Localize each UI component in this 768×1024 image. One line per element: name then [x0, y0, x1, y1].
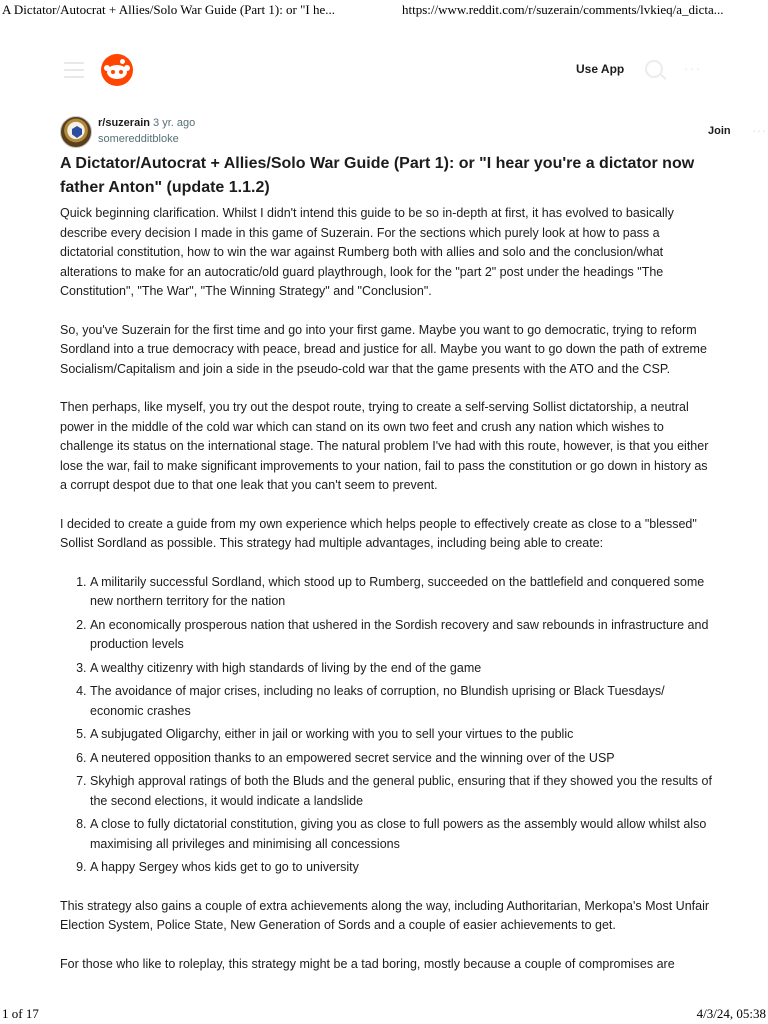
body-paragraph: So, you've Suzerain for the first time and go into your first game. Maybe you want to go democratic, trying to reform Sordland into a true democracy with peace, bread and justice for all. Maybe you want to go down the path of extreme Socialism/Capitalism and join a side in the pseudo-cold war that the game presents with the ATO and the CSP.: [60, 322, 707, 376]
list-item: 1. A militarily successful Sordland, which stood up to Rumberg, succeeded on the battlefield and conquered some new northern territory for the nation: [90, 573, 712, 612]
join-button[interactable]: Join: [708, 125, 731, 137]
list-item: 8. A close to fully dictatorial constitution, giving you as close to full powers as the assembly would allow whilst also maximising all privileges and minimising all concessions: [90, 815, 712, 854]
post-author[interactable]: someredditbloke: [98, 133, 179, 145]
list-item: 5. A subjugated Oligarchy, either in jail or working with you to sell your virtues to the public: [90, 725, 712, 745]
list-item: 6. A neutered opposition thanks to an empowered secret service and the winning over of the USP: [90, 749, 712, 769]
post-meta: [60, 116, 766, 150]
body-paragraph: This strategy also gains a couple of extra achievements along the way, including Authoritarian, Merkopa's Most Unfair Election System, Police State, New Generation of Sords and a couple of easier achievements to get.: [60, 898, 710, 932]
print-page-url: https://www.reddit.com/r/suzerain/comments/lvkieq/a_dicta...: [402, 2, 724, 17]
list-item: 7. Skyhigh approval ratings of both the Bluds and the general public, ensuring that if they showed you the results of the second elections, it would indicate a landslide: [90, 772, 712, 811]
subreddit-name[interactable]: r/suzerain: [98, 117, 150, 129]
body-paragraph: I decided to create a guide from my own experience which helps people to effectively create as close to a "blessed" Sollist Sordland as possible. This strategy had multiple advantages, including being able to create:: [60, 516, 697, 550]
list-item: 2. An economically prosperous nation that ushered in the Sordish recovery and saw rebounds in infrastructure and production levels: [90, 616, 712, 655]
site-nav: [0, 50, 768, 90]
print-page-title: A Dictator/Autocrat + Allies/Solo War Guide (Part 1): or "I he...: [2, 2, 336, 17]
list-item: 9. A happy Sergey whos kids get to go to university: [90, 858, 712, 878]
advantages-list: [90, 573, 712, 878]
use-app-button[interactable]: Use App: [576, 62, 625, 76]
list-item: 4. The avoidance of major crises, including no leaks of corruption, no Blundish uprising or Black Tuesdays/ economic crashes: [90, 682, 712, 721]
body-paragraph: For those who like to roleplay, this strategy might be a tad boring, mostly because a couple of compromises are: [60, 956, 675, 971]
print-page-number: 1 of 17: [2, 1006, 39, 1021]
subreddit-avatar[interactable]: [60, 116, 92, 148]
page-break-mask: [0, 974, 768, 1004]
body-paragraph: Then perhaps, like myself, you try out the despot route, trying to create a self-serving Sollist dictatorship, a neutral power in the middle of the cold war which can stand on its own two feet and crush any nation which wishes to challenge its status on the international stage. The natural problem I've had with this route, however, is that you either lose the war, fail to make significant improvements to your nation, fail to pass the constitution or go down in history as a corrupt despot due to that one leak that you can't seem to prevent.: [60, 400, 709, 492]
print-footer: [0, 1002, 768, 1024]
post-options-icon[interactable]: ···: [752, 122, 766, 138]
search-icon[interactable]: [645, 60, 663, 78]
post-time: 3 yr. ago: [153, 117, 196, 129]
post-body: [60, 204, 712, 1013]
list-item: 3. A wealthy citizenry with high standards of living by the end of the game: [90, 659, 712, 679]
body-paragraph: Quick beginning clarification. Whilst I didn't intend this guide to be so in-depth at first, it has evolved to basically describe every decision I made in this game of Suzerain. For the sections which purely look at how to pass a dictatorial constitution, how to win the war against Rumberg both with allies and solo and the conclusion/what alterations to make for an autocratic/old guard playthrough, look for the "part 2" post under the headings "The Constitution", "The War", "The Winning Strategy" and "Conclusion".: [60, 206, 674, 298]
print-header: [0, 0, 768, 20]
subreddit-line: [98, 117, 195, 129]
more-horizontal-icon[interactable]: ···: [684, 60, 701, 76]
post-title: A Dictator/Autocrat + Allies/Solo War Guide (Part 1): or "I hear you're a dictator now father Anton" (update 1.1.2): [60, 155, 695, 196]
print-datetime: 4/3/24, 05:38: [696, 1006, 766, 1021]
reddit-logo-icon[interactable]: [101, 54, 133, 86]
hamburger-icon[interactable]: [64, 62, 84, 78]
